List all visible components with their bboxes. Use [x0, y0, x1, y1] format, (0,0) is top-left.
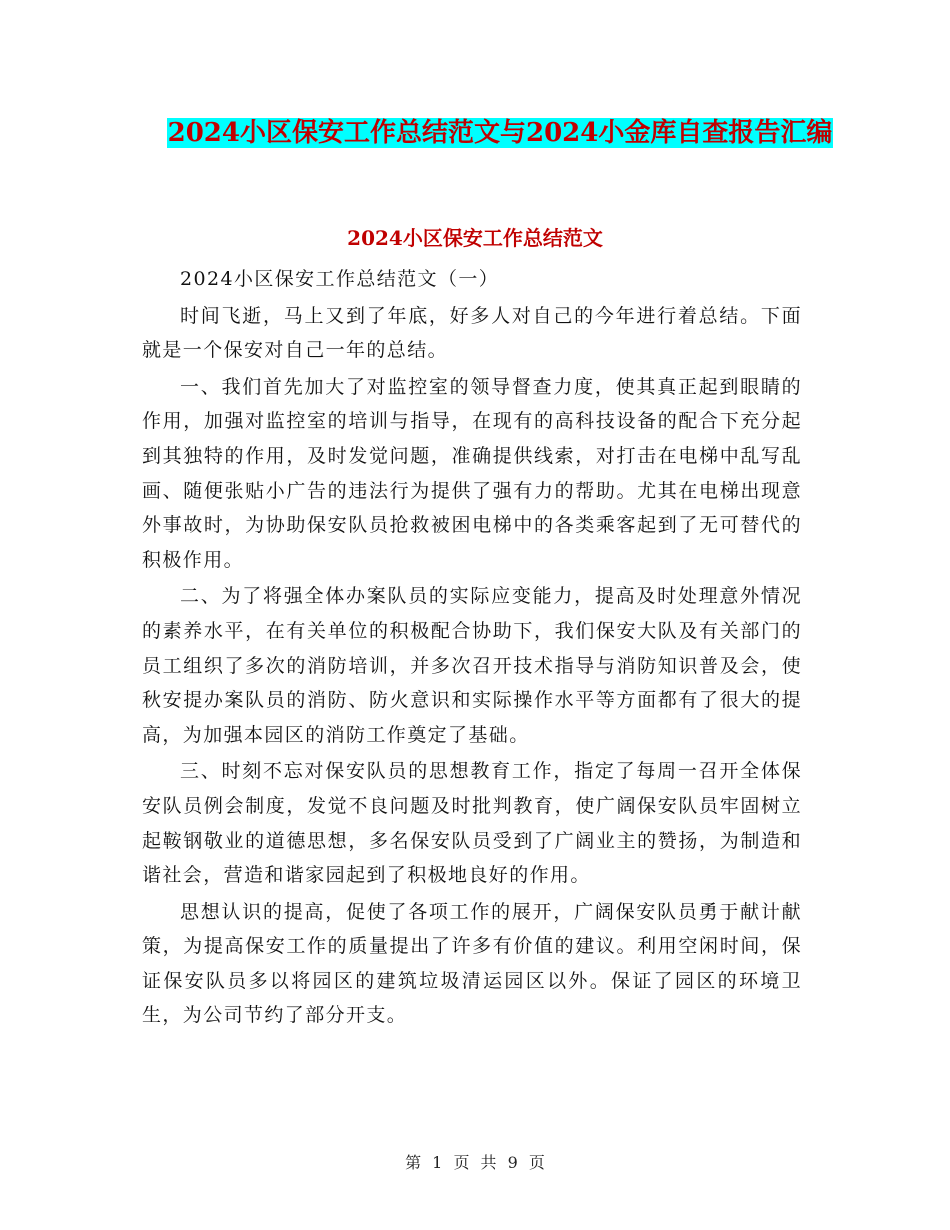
paragraph: 时间飞逝，马上又到了年底，好多人对自己的今年进行着总结。下面就是一个保安对自己一年的总结。: [142, 304, 802, 362]
section-title: 2024小区保安工作总结范文: [347, 226, 603, 250]
document-body: [142, 262, 802, 1035]
paragraph: 二、为了将强全体办案队员的实际应变能力，提高及时处理意外情况的素养水平，在有关单位的积极配合协助下，我们保安大队及有关部门的员工组织了多次的消防培训，并多次召开技术指导与消防知识普及会，使秋安提办案队员的消防、防火意识和实际操作水平等方面都有了很大的提高，为加强本园区的消防工作奠定了基础。: [142, 585, 802, 746]
page-footer: 第 1 页 共 9 页: [405, 1153, 545, 1172]
paragraph: 一、我们首先加大了对监控室的领导督查力度，使其真正起到眼睛的作用，加强对监控室的培训与指导，在现有的高科技设备的配合下充分起到其独特的作用，及时发觉问题，准确提供线索，对打击在电梯中乱写乱画、随便张贴小广告的违法行为提供了强有力的帮助。尤其在电梯出现意外事故时，为协助保安队员抢救被困电梯中的各类乘客起到了无可替代的积极作用。: [142, 375, 802, 571]
document-title-text: 2024小区保安工作总结范文与2024小金库自查报告汇编: [167, 118, 833, 148]
document-title: [150, 110, 850, 156]
paragraph: 思想认识的提高，促使了各项工作的展开，广阔保安队员勇于献计献策，为提高保安工作的质量提出了许多有价值的建议。利用空闲时间，保证保安队员多以将园区的建筑垃圾清运园区以外。保证了园区的环境卫生，为公司节约了部分开支。: [142, 900, 802, 1027]
paragraph: 三、时刻不忘对保安队员的思想教育工作，指定了每周一召开全体保安队员例会制度，发觉不良问题及时批判教育，使广阔保安队员牢固树立起鞍钢敬业的道德思想，多名保安队员受到了广阔业主的赞扬，为制造和谐社会，营造和谐家园起到了积极地良好的作用。: [142, 760, 802, 887]
paragraph: 2024小区保安工作总结范文（一）: [180, 268, 500, 290]
